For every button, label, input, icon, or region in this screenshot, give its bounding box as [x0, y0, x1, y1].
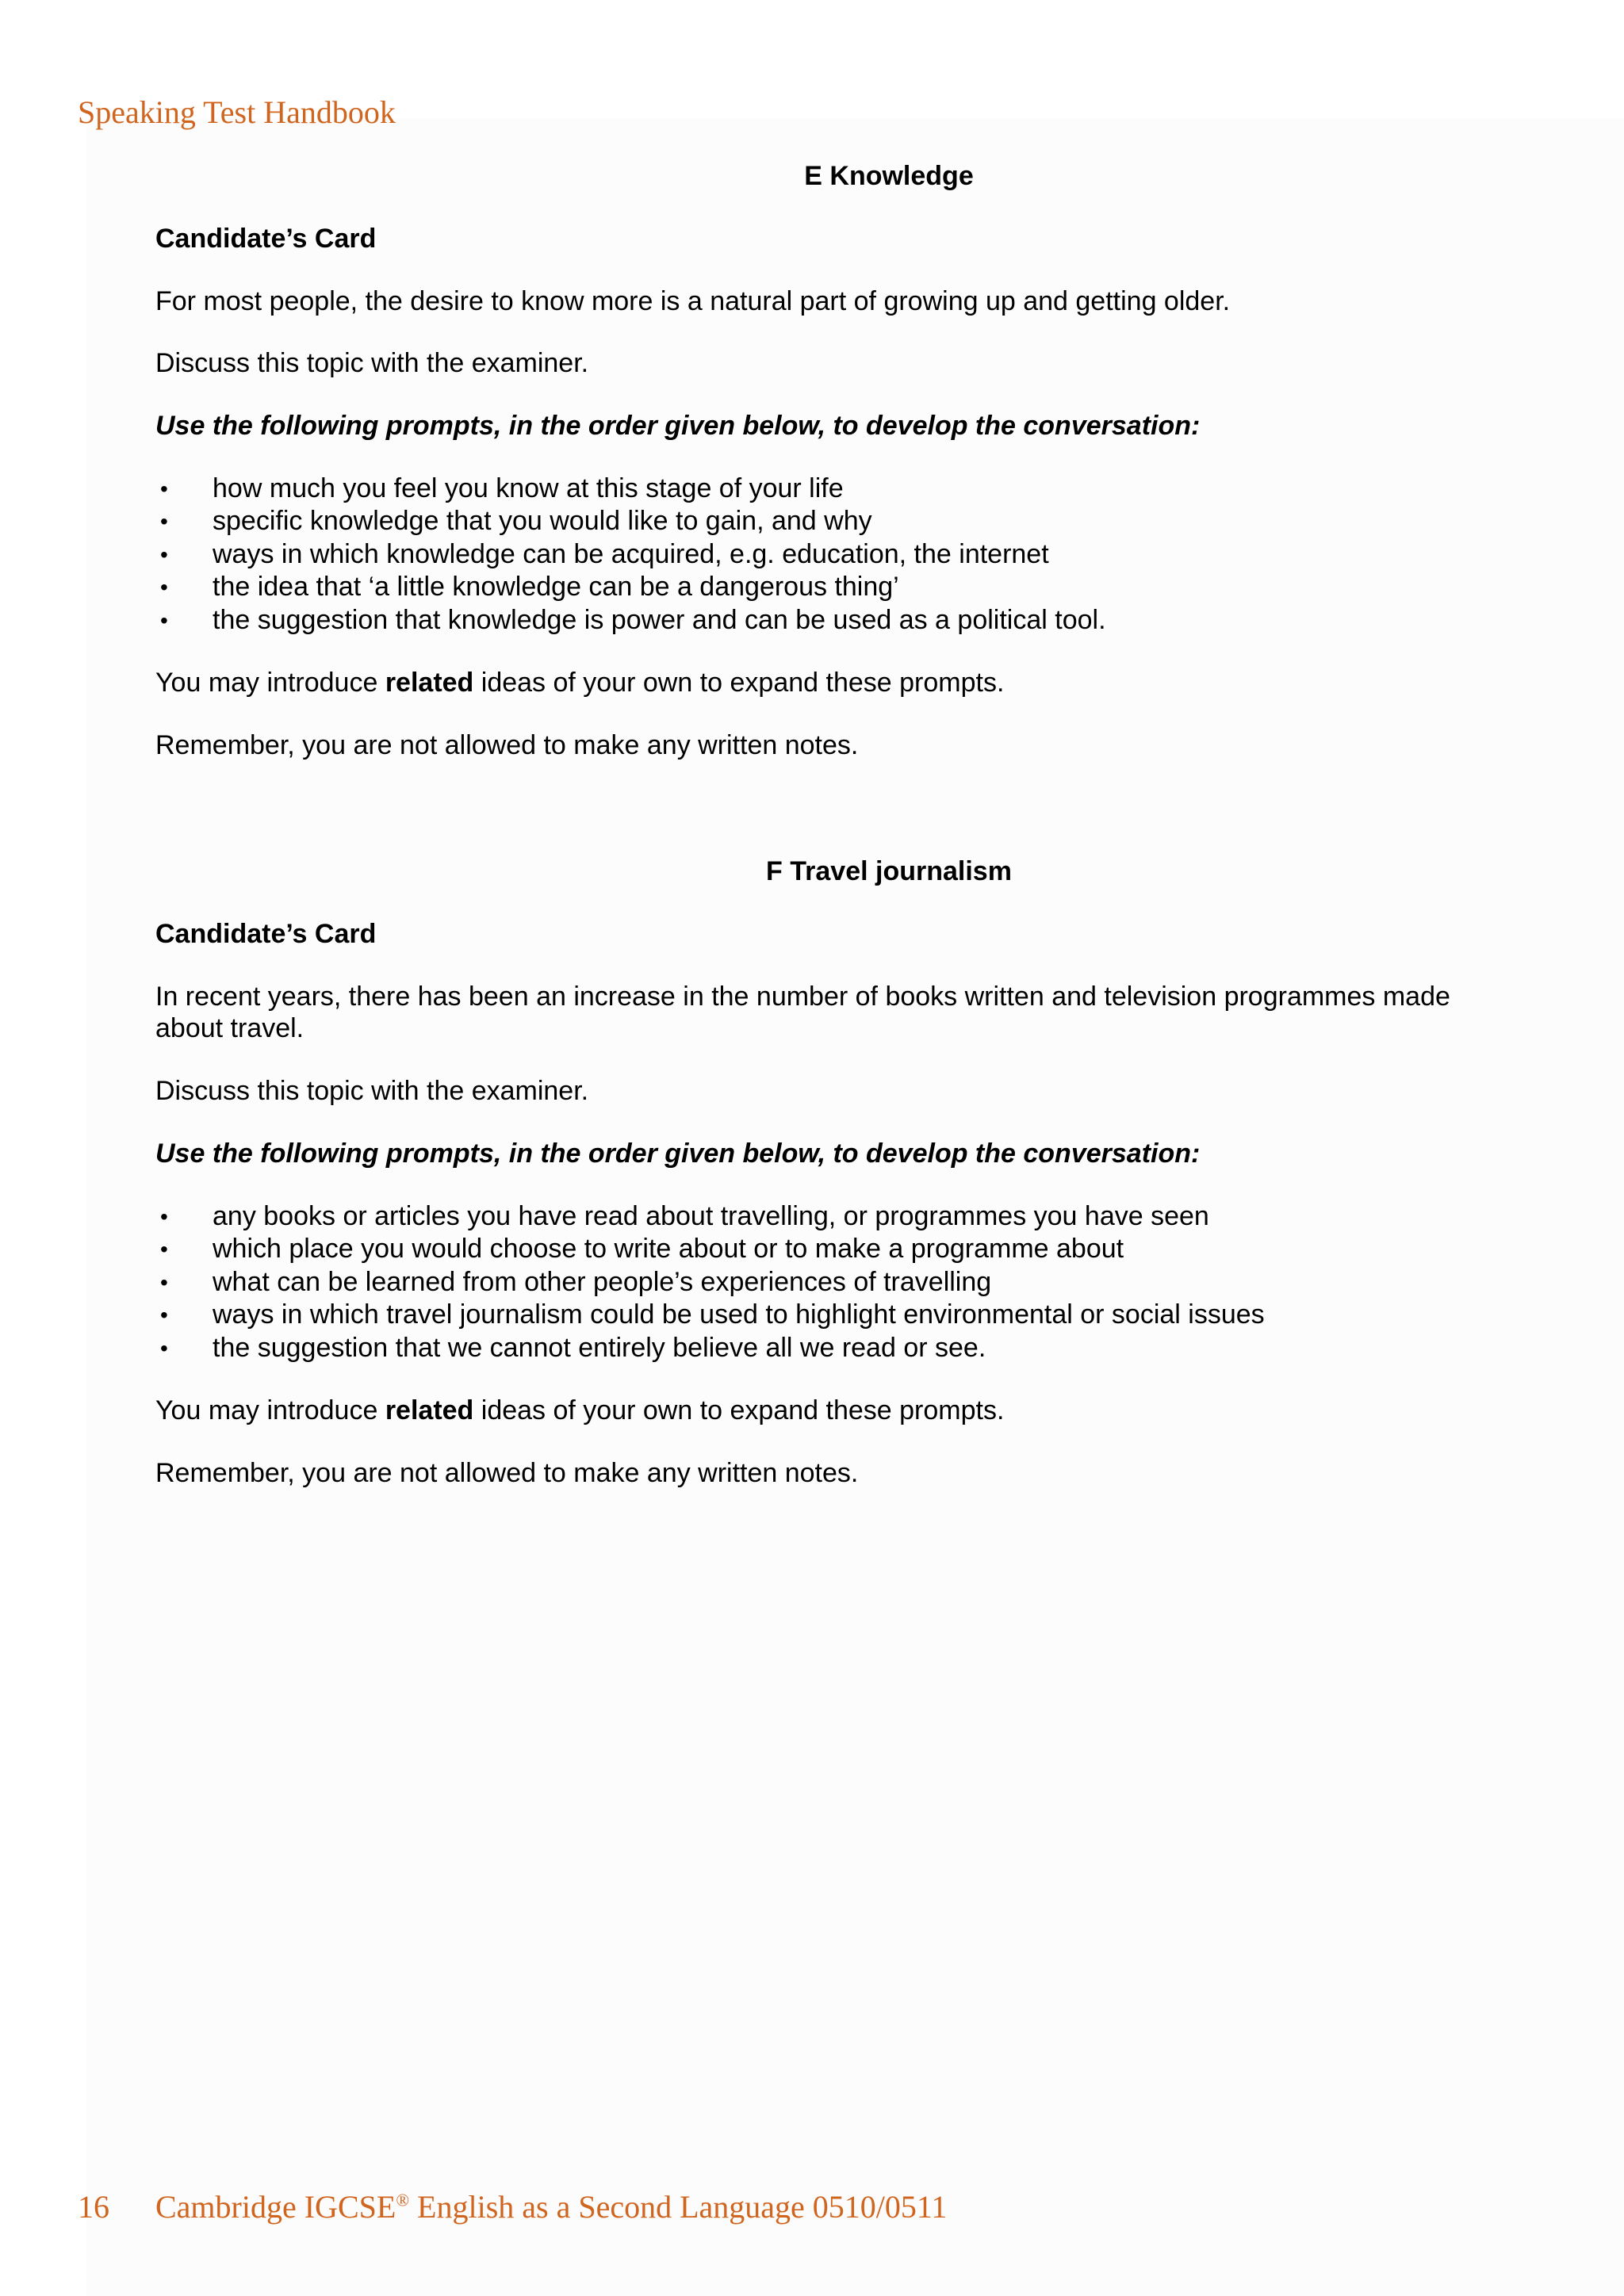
section-title: F Travel journalism: [766, 856, 1012, 887]
bullet-icon: •: [160, 1303, 168, 1328]
bullet-icon: •: [160, 575, 168, 600]
related-text-after: ideas of your own to expand these prompts.: [473, 668, 1005, 698]
prompt-text: the suggestion that we cannot entirely believe all we read or see.: [213, 1332, 986, 1363]
topic-intro: For most people, the desire to know more is a natural part of growing up and getting older.: [155, 285, 1231, 316]
bullet-icon: •: [160, 607, 168, 633]
registered-mark: ®: [396, 2190, 410, 2210]
related-ideas-note: [155, 667, 1472, 699]
prompt-list: [155, 473, 1472, 637]
section-e: [155, 160, 1472, 762]
notes-reminder: Remember, you are not allowed to make any written notes.: [155, 1458, 859, 1489]
prompt-text: which place you would choose to write about or to make a programme about: [213, 1234, 1124, 1265]
running-header: Speaking Test Handbook: [78, 94, 396, 130]
page-number: 16: [78, 2189, 109, 2225]
topic-intro: In recent years, there has been an increase in the number of books written and television programmes made about travel.: [155, 981, 1450, 1044]
prompt-item: [155, 505, 1472, 538]
prompt-list: [155, 1200, 1472, 1365]
related-ideas-note: [155, 1395, 1472, 1427]
card-heading: Candidate’s Card: [155, 223, 377, 254]
section-divider: [155, 792, 1472, 855]
prompt-item: [155, 473, 1472, 506]
discuss-instruction: Discuss this topic with the examiner.: [155, 1076, 589, 1107]
prompt-item: [155, 571, 1472, 604]
prompt-instruction: Use the following prompts, in the order given below, to develop the conversation:: [155, 411, 1201, 442]
card-heading: Candidate’s Card: [155, 918, 377, 949]
publication-title-end: English as a Second Language 0510/0511: [409, 2189, 948, 2225]
prompt-text: the idea that ‘a little knowledge can be a dangerous thing’: [213, 572, 899, 603]
related-text-before: You may introduce: [155, 1395, 385, 1426]
bullet-icon: •: [160, 1203, 168, 1229]
prompt-instruction: Use the following prompts, in the order given below, to develop the conversation:: [155, 1138, 1201, 1169]
prompt-text: any books or articles you have read about travelling, or programmes you have seen: [213, 1200, 1209, 1231]
section-f: [155, 855, 1472, 1490]
related-emphasis: related: [385, 668, 474, 698]
prompt-text: ways in which knowledge can be acquired, e.g. education, the internet: [213, 538, 1049, 569]
prompt-text: ways in which travel journalism could be used to highlight environmental or social issues: [213, 1299, 1265, 1330]
bullet-icon: •: [160, 1237, 168, 1262]
discuss-instruction: Discuss this topic with the examiner.: [155, 348, 589, 379]
prompt-item: [155, 1200, 1472, 1234]
prompt-text: what can be learned from other people’s experiences of travelling: [213, 1266, 992, 1297]
publication-title-start: Cambridge IGCSE: [155, 2189, 396, 2225]
bullet-icon: •: [160, 1269, 168, 1295]
prompt-text: specific knowledge that you would like to gain, and why: [213, 506, 872, 537]
prompt-text: the suggestion that knowledge is power and can be used as a political tool.: [213, 604, 1106, 635]
page-content: [155, 160, 1472, 1520]
section-title: E Knowledge: [804, 161, 974, 191]
prompt-text: how much you feel you know at this stage of your life: [213, 473, 844, 503]
bullet-icon: •: [160, 541, 168, 567]
prompt-item: [155, 1332, 1472, 1365]
bullet-icon: •: [160, 476, 168, 501]
prompt-item: [155, 538, 1472, 572]
prompt-item: [155, 1266, 1472, 1299]
related-text-after: ideas of your own to expand these prompts.: [473, 1395, 1005, 1426]
prompt-item: [155, 1233, 1472, 1266]
bullet-icon: •: [160, 509, 168, 534]
prompt-item: [155, 1299, 1472, 1332]
page-footer: [78, 2188, 947, 2226]
related-text-before: You may introduce: [155, 668, 385, 698]
related-emphasis: related: [385, 1395, 474, 1426]
bullet-icon: •: [160, 1335, 168, 1360]
notes-reminder: Remember, you are not allowed to make any written notes.: [155, 730, 859, 761]
prompt-item: [155, 604, 1472, 637]
